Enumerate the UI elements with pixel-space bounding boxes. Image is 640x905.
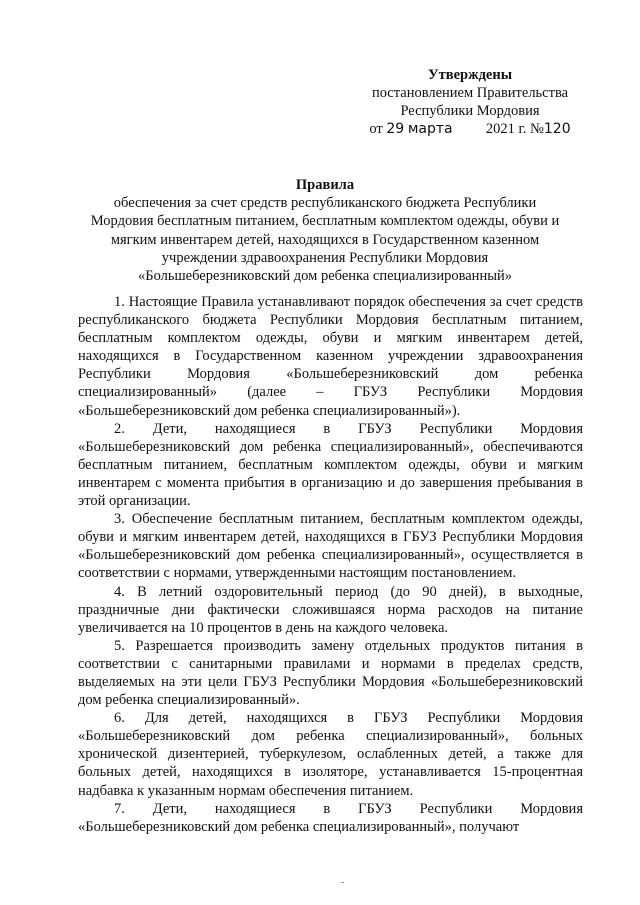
subtitle-line: мягким инвентарем детей, находящихся в Государственном казенном xyxy=(110,231,540,248)
document-body xyxy=(78,293,583,836)
approval-year: 2021 г. xyxy=(485,121,527,137)
document-title: Правила xyxy=(295,177,355,193)
scan-speck xyxy=(341,882,344,883)
date-prefix: от xyxy=(369,121,383,137)
approval-line-1: постановлением Правительства xyxy=(371,85,569,101)
paragraph-1: 1. Настоящие Правила устанавливают порядок обеспечения за счет средств республиканского бюджета Республики Мордовия бесплатным питанием, бесплатным комплектом одежды, обуви и мягким инвентарем детей, находящихся в Государственном казенном учреждении здравоохранения Республики Мордовия «Большеберезниковский дом ребенка специализированный» (далее – ГБУЗ Республики Мордовия «Большеберезниковский дом ребенка специализированный»). xyxy=(78,294,583,419)
paragraph-5: 5. Разрешается производить замену отдельных продуктов питания в соответствии с санитарными правилами и нормами в пределах средств, выделяемых на эти цели ГБУЗ Республики Мордовия «Большеберезниковский дом ребенка специализированный». xyxy=(78,637,583,709)
subtitle-line: учреждении здравоохранения Республики Мордовия xyxy=(161,249,489,266)
paragraph-2: 2. Дети, находящиеся в ГБУЗ Республики Мордовия «Большеберезниковский дом ребенка специализированный», обеспечиваются бесплатным питанием, бесплатным комплектом одежды, обуви и мягким инвентарем с момента прибытия в организацию и до завершения пребывания в этой организации. xyxy=(78,420,583,510)
paragraph-7: 7. Дети, находящиеся в ГБУЗ Республики Мордовия «Большеберезниковский дом ребенка специализированный», получают xyxy=(78,800,583,835)
subtitle-line: обеспечения за счет средств республиканского бюджета Республики xyxy=(113,195,537,212)
approval-stamp xyxy=(360,66,580,138)
number-sign: № xyxy=(530,121,544,137)
paragraph-4: 4. В летний оздоровительный период (до 90 дней), в выходные, праздничные дни фактически сложившаяся норма расходов на питание увеличивается на 10 процентов в день на каждого человека. xyxy=(78,583,583,636)
approval-number: 120 xyxy=(543,121,571,137)
approval-day: 29 xyxy=(386,121,405,137)
approval-date-line xyxy=(360,120,580,138)
paragraph-6: 6. Для детей, находящихся в ГБУЗ Республики Мордовия «Большеберезниковский дом ребенка специализированный», больных хронической дизентерией, туберкулезом, ослабленных детей, а также для больных детей, находящихся в изоляторе, устанавливается 15-процентная надбавка к указанным нормам обеспечения питанием. xyxy=(78,710,583,799)
approval-title: Утверждены xyxy=(427,67,513,83)
document-heading xyxy=(70,176,580,285)
subtitle-line: Мордовия бесплатным питанием, бесплатным комплектом одежды, обуви и xyxy=(90,213,560,230)
approval-line-2: Республики Мордовия xyxy=(400,103,540,119)
paragraph-3: 3. Обеспечение бесплатным питанием, бесплатным комплектом одежды, обуви и мягким инвентарем детей, находящихся в ГБУЗ Республики Мордовия «Большеберезниковский дом ребенка специализированный», осуществляется в соответствии с нормами, утвержденными настоящим постановлением. xyxy=(78,511,583,582)
subtitle-line: «Большеберезниковский дом ребенка специализированный» xyxy=(138,268,512,285)
approval-month: марта xyxy=(407,121,453,137)
